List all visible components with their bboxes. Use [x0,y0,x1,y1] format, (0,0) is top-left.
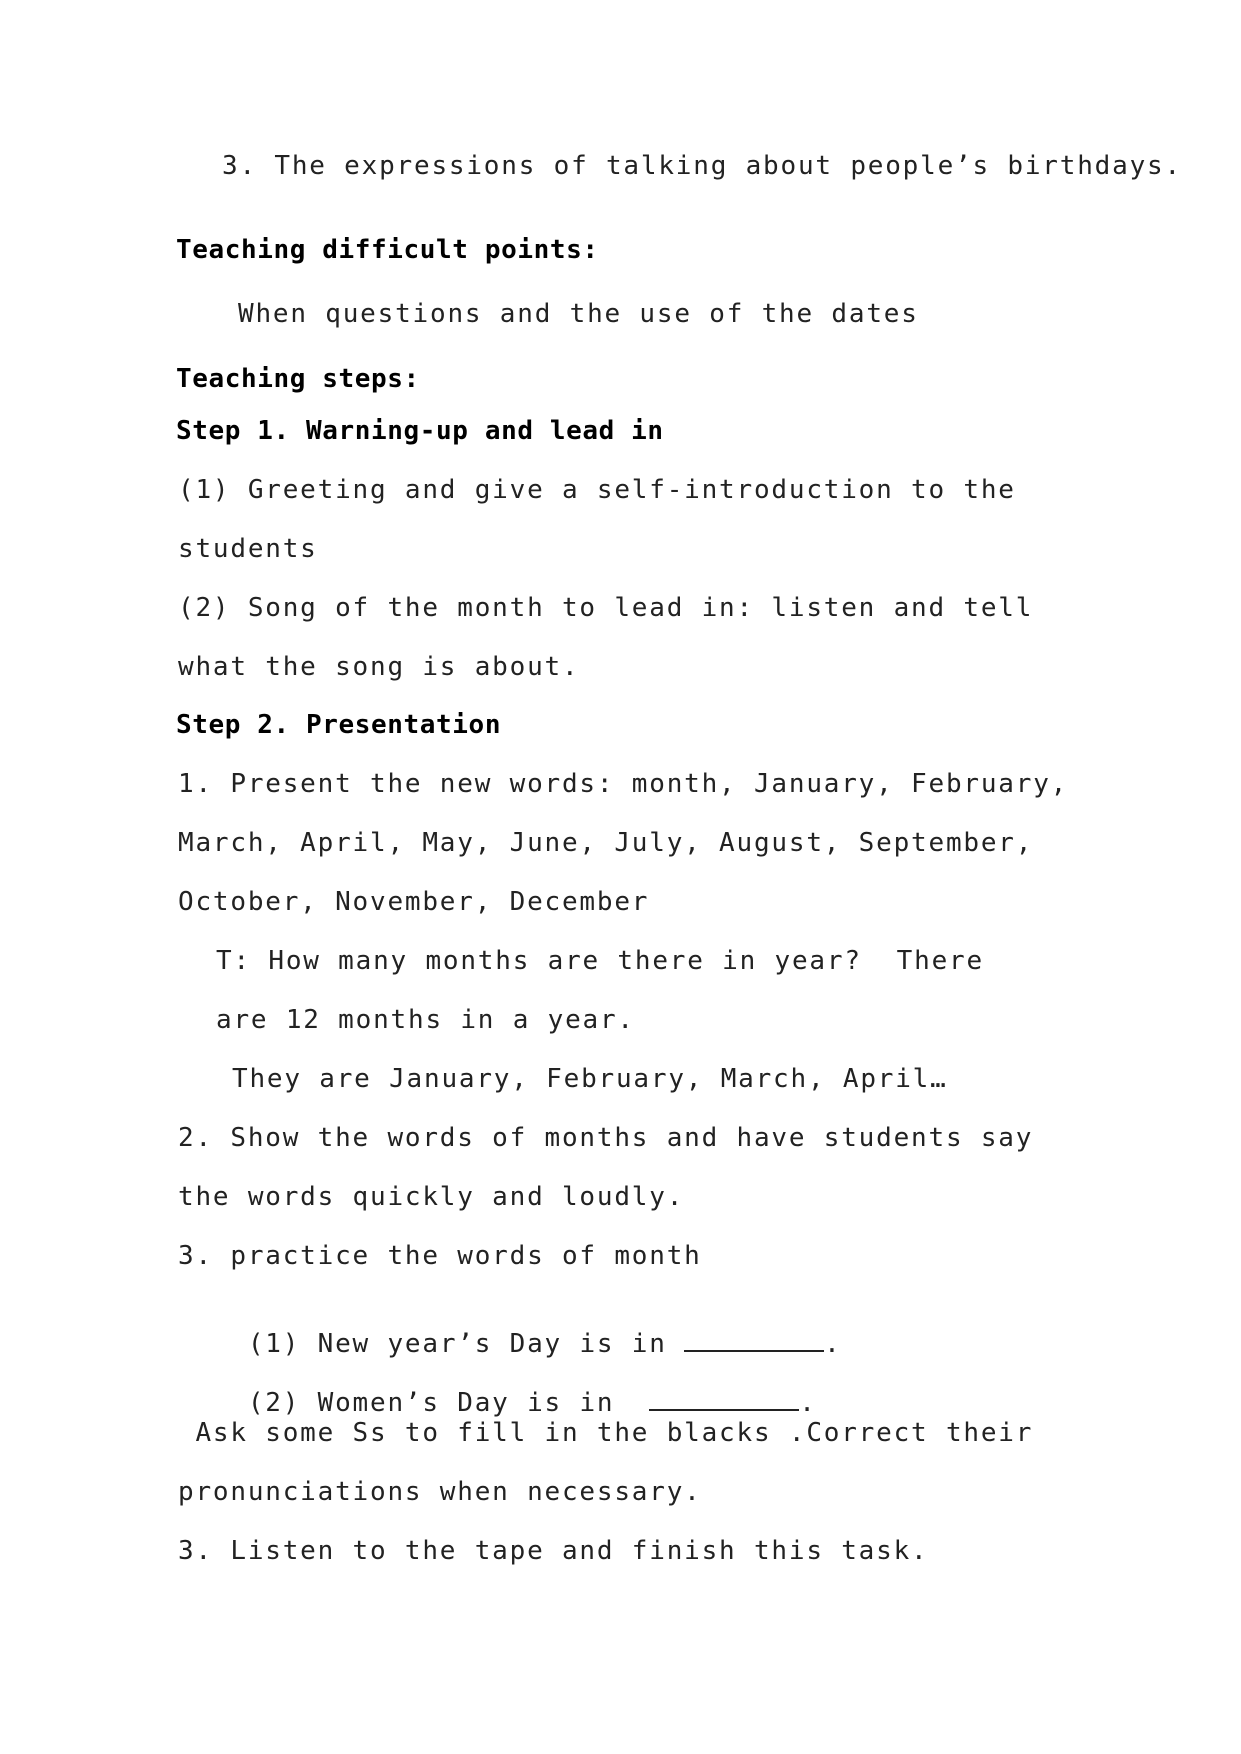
step-2-item-1-line-3: October, November, December [178,887,650,917]
step-2-item-3: 3. practice the words of month [178,1241,702,1271]
step-1-item-2-line-2: what the song is about. [178,652,580,682]
answer-blank-2 [649,1387,799,1411]
answer-blank-1 [684,1328,824,1352]
step-2-heading: Step 2. Presentation [176,710,502,740]
step-2-item-listen: 3. Listen to the tape and finish this task. [178,1536,929,1566]
difficult-points-heading: Teaching difficult points: [176,235,599,265]
step-2-item-2-line-1: 2. Show the words of months and have students say [178,1123,1034,1153]
fill-in-question-2-text: (2) Women’s Day is in [247,1388,650,1418]
teacher-question-line-2: are 12 months in a year. [216,1005,635,1035]
instruction-line-2: pronunciations when necessary. [178,1477,702,1507]
teacher-question-line-1: T: How many months are there in year? There [216,946,984,976]
difficult-points-text: When questions and the use of the dates [238,299,919,329]
step-1-heading: Step 1. Warning-up and lead in [176,416,664,446]
fill-in-question-1-text: (1) New year’s Day is in [247,1329,685,1359]
step-1-item-2-line-1: (2) Song of the month to lead in: listen and tell [178,593,1034,623]
teaching-steps-heading: Teaching steps: [176,364,420,394]
step-1-item-1-line-2: students [178,534,318,564]
teacher-question-line-3: They are January, February, March, April… [232,1064,948,1094]
objective-line-3: 3. The expressions of talking about people’s birthdays. [222,151,1182,181]
step-2-item-1-line-2: March, April, May, June, July, August, September, [178,828,1034,858]
fill-in-question-1-period: . [824,1329,842,1359]
step-1-item-1-line-1: (1) Greeting and give a self-introduction to the [178,475,1016,505]
instruction-line-1: Ask some Ss to fill in the blacks .Correct their [178,1418,1034,1448]
fill-in-question-2-period: . [799,1388,817,1418]
step-2-item-1-line-1: 1. Present the new words: month, January, February, [178,769,1069,799]
step-2-item-2-line-2: the words quickly and loudly. [178,1182,685,1212]
